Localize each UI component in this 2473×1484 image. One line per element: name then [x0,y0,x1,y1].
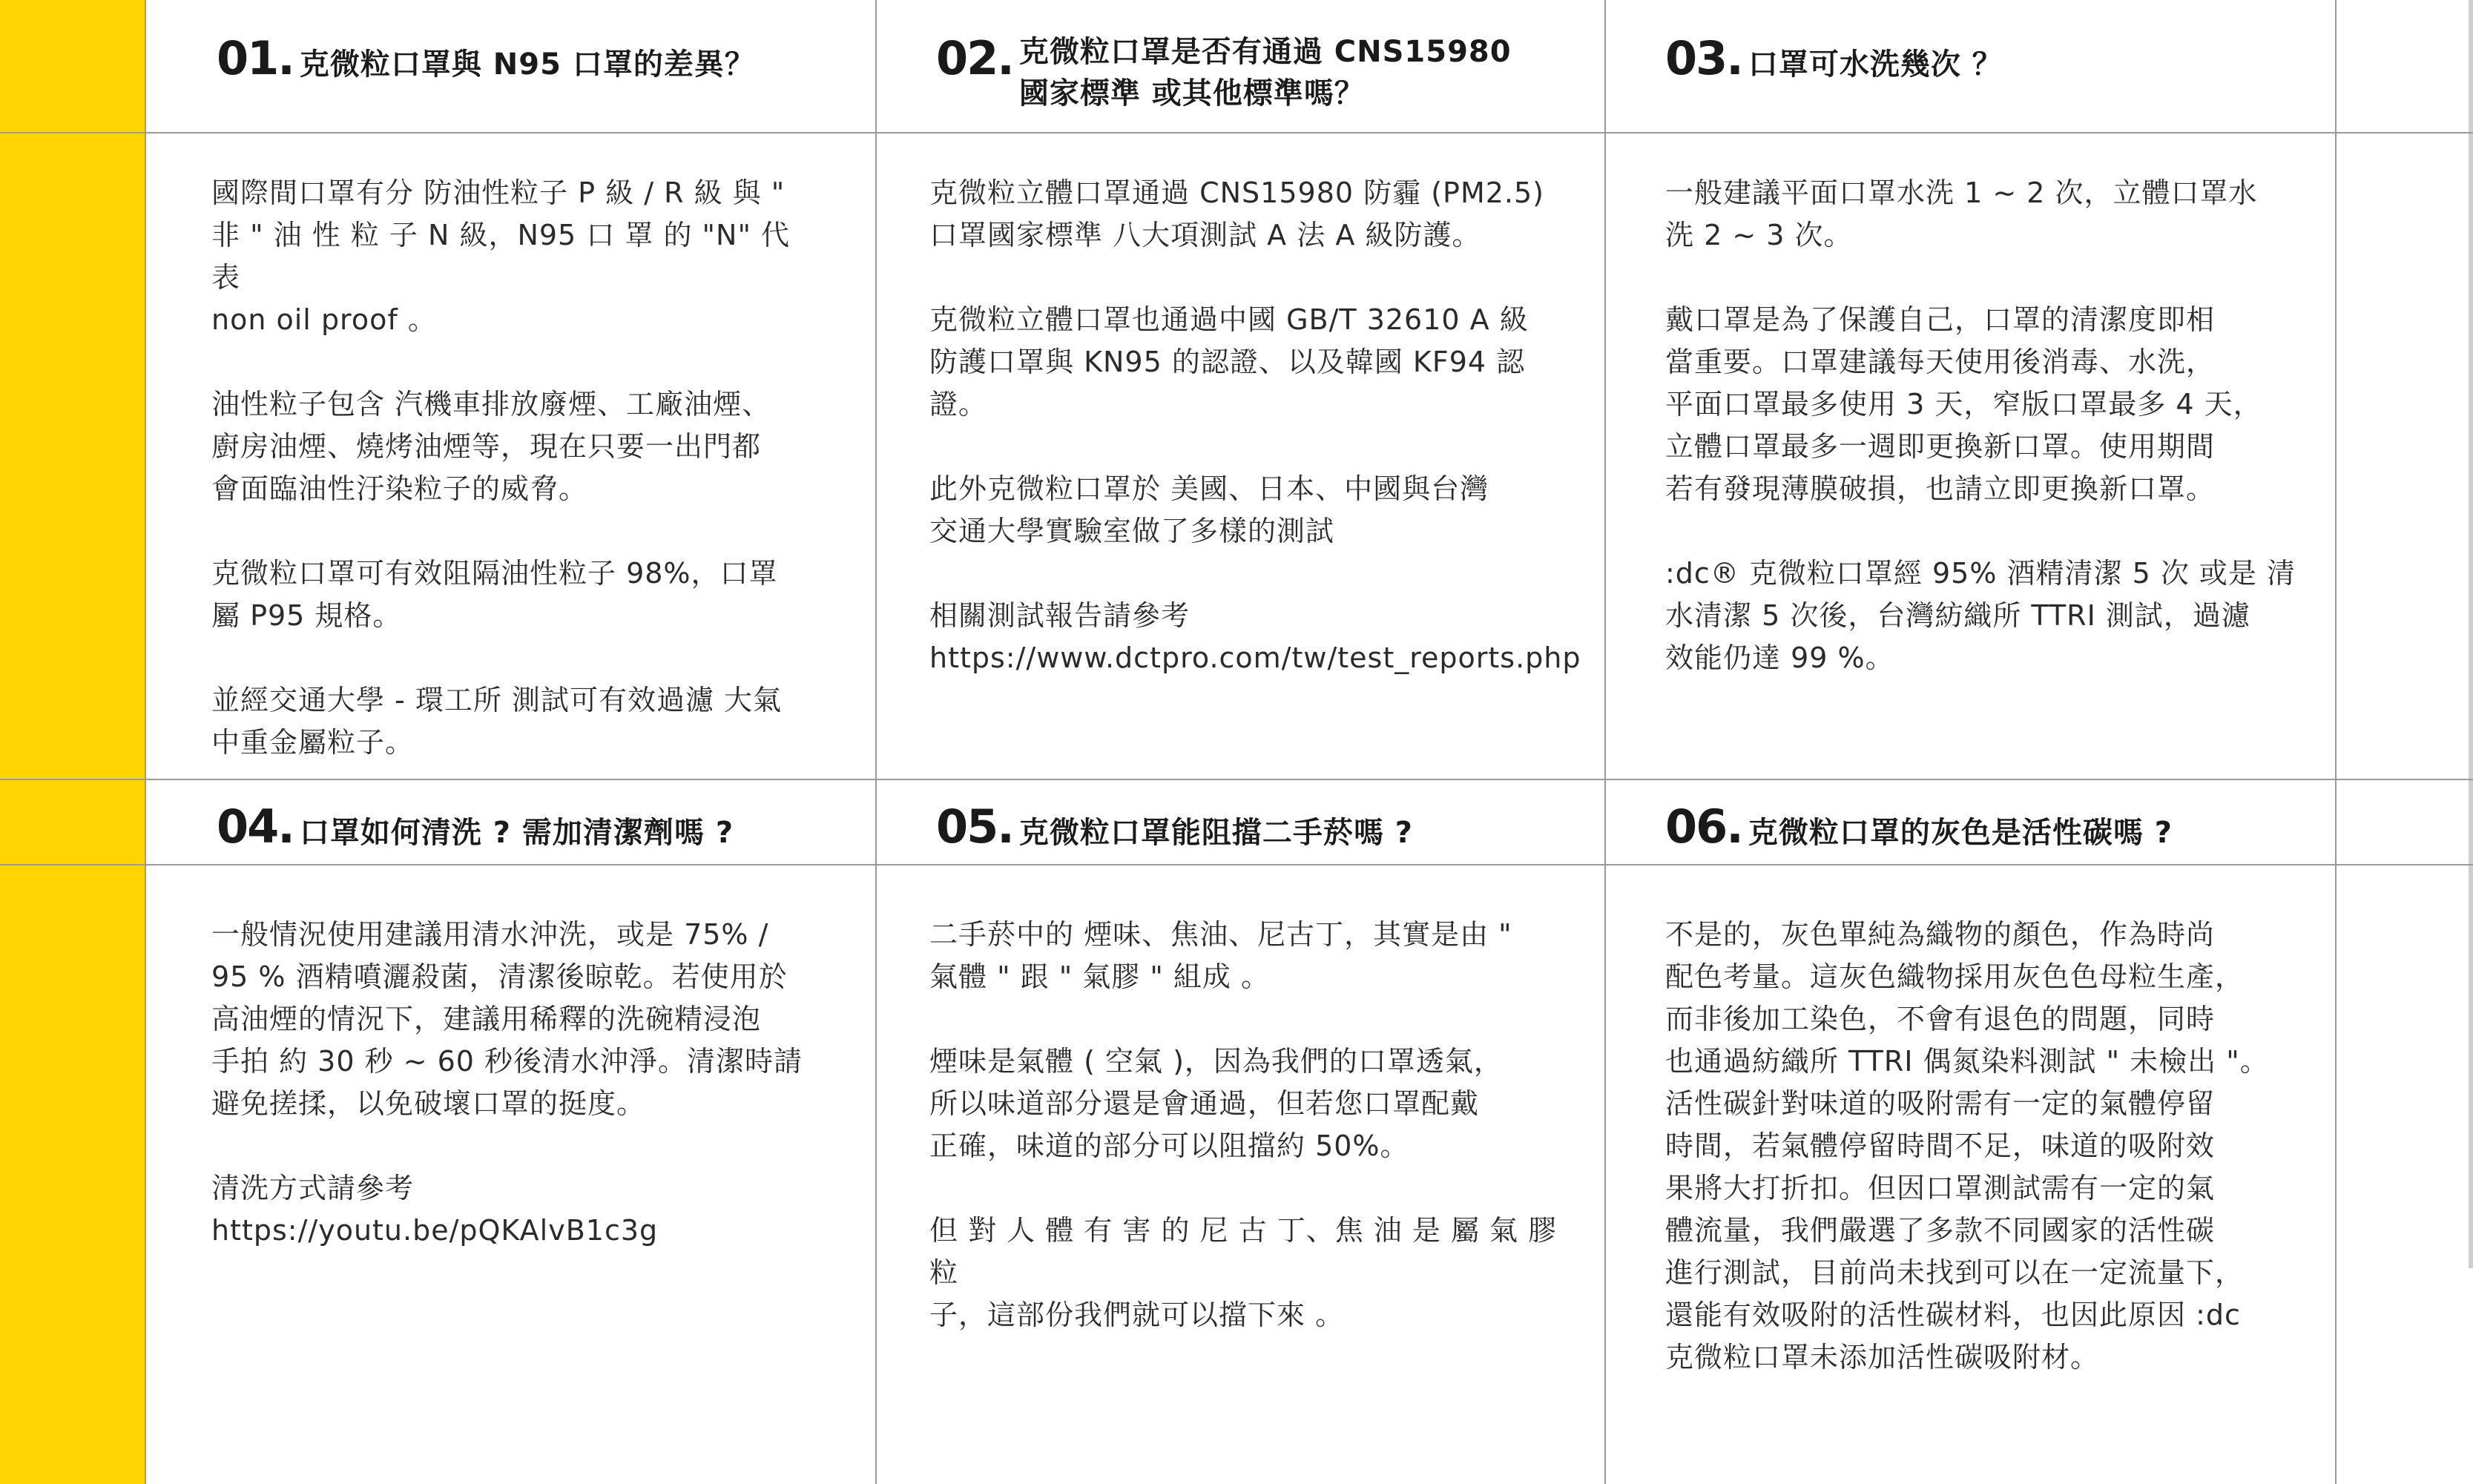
answer-paragraph: 國際間口罩有分 防油性粒子 P 級 / R 級 與 " 非 " 油 性 粒 子 N 級，N95 口 罩 的 "N" 代 表 non oil proof 。 [211,177,791,336]
faq-01-header [217,31,755,85]
answer-paragraph: 此外克微粒口罩於 美國、日本、中國與台灣 交通大學實驗室做了多樣的測試 [929,472,1489,547]
faq-06-header [1665,799,2173,854]
faq-title: 口罩可水洗幾次 ？ [1748,47,2003,82]
answer-paragraph: 並經交通大學 - 環工所 測試可有效過濾 大氣 中重金屬粒子。 [211,684,783,759]
row-divider [0,132,2473,133]
faq-number: 06. [1665,799,1742,854]
answer-paragraph: 一般建議平面口罩水洗 1 ~ 2 次，立體口罩水 洗 2 ~ 3 次。 [1665,177,2258,251]
answer-paragraph: 一般情況使用建議用清水沖洗，或是 75% / 95 % 酒精噴灑殺菌，清潔後晾乾。若使用於 高油煙的情況下，建議用稀釋的洗碗精浸泡 手拍 約 30 秒 ~ 60 秒後清水沖淨。清潔時請 避免搓揉，以免破壞口罩的挺度。 [211,918,803,1120]
column-divider [1604,0,1606,1484]
answer-link-paragraph: 相關測試報告請參考 https://www.dctpro.com/tw/test_reports.php [929,599,1581,674]
answer-paragraph: 克微粒立體口罩也通過中國 GB/T 32610 A 級 防護口罩與 KN95 的認證、以及韓國 KF94 認 證。 [929,303,1529,421]
faq-title: 口罩如何清洗 ? 需加清潔劑嗎 ? [299,816,734,850]
faq-title: 克微粒口罩與 N95 口罩的差異？ [299,47,755,82]
faq-number: 01. [217,31,294,85]
column-divider [145,0,146,1484]
faq-title: 克微粒口罩能阻擋二手菸嗎 ? [1018,816,1413,850]
answer-paragraph: 但 對 人 體 有 害 的 尼 古 丁、焦 油 是 屬 氣 膠 粒 子，這部份我們就可以擋下來 。 [929,1214,1558,1331]
row-divider [0,779,2473,780]
answer-paragraph: 油性粒子包含 汽機車排放廢煙、工廠油煙、 廚房油煙、燒烤油煙等，現在只要一出門都 會面臨油性汙染粒子的威脅。 [211,388,771,505]
faq-title: 克微粒口罩是否有通過 CNS15980 國家標準 或其他標準嗎？ [1018,35,1512,111]
answer-paragraph: 戴口罩是為了保護自己，口罩的清潔度即相 當重要。口罩建議每天使用後消毒、水洗， 平面口罩最多使用 3 天，窄版口罩最多 4 天， 立體口罩最多一週即更換新口罩。使用期間 若有發現薄膜破損，也請立即更換新口罩。 [1665,303,2262,505]
faq-number: 04. [217,799,294,854]
answer-paragraph: :dc® 克微粒口罩經 95% 酒精清潔 5 次 或是 清 水清潔 5 次後，台灣紡織所 TTRI 測試，過濾 效能仍達 99 %。 [1665,557,2296,674]
right-edge-strip [2469,0,2473,1268]
column-divider [875,0,877,1484]
answer-paragraph: 克微粒立體口罩通過 CNS15980 防霾 (PM2.5) 口罩國家標準 八大項測試 A 法 A 級防護。 [929,177,1544,251]
answer-paragraph: 不是的，灰色單純為織物的顏色，作為時尚 配色考量。這灰色織物採用灰色色母粒生產， 而非後加工染色，不會有退色的問題，同時 也通過紡織所 TTRI 偶氮染料測試 " 未檢出 "。 活性碳針對味道的吸附需有一定的氣體停留 時間，若氣體停留時間不足，味道的吸附效 果將大打折扣。但因口罩測試需有一定的氣 體流量，我們嚴選了多款不同國家的活性碳 進行測試，目前尚未找到可以在一定流量下， 還能有效吸附的活性碳材料，也因此原因 :dc 克微粒口罩未添加活性碳吸附材。 [1665,918,2269,1373]
faq-number: 02. [936,31,1013,85]
faq-01-answer [211,172,820,764]
faq-04-header [217,799,734,854]
yellow-accent-bar [0,0,145,1484]
answer-paragraph: 煙味是氣體 ( 空氣 )，因為我們的口罩透氣， 所以味道部分還是會通過，但若您口罩配戴 正確，味道的部分可以阻擋約 50%。 [929,1045,1503,1162]
faq-03-answer [1665,172,2303,679]
faq-04-answer [211,914,820,1252]
faq-05-header [936,799,1413,854]
answer-paragraph: 克微粒口罩可有效阻隔油性粒子 98%，口罩 屬 P95 規格。 [211,557,778,632]
faq-05-answer [929,914,1567,1336]
faq-02-answer [929,172,1581,679]
faq-number: 03. [1665,31,1742,85]
faq-number: 05. [936,799,1013,854]
answer-link-paragraph: 清洗方式請參考 https://youtu.be/pQKAlvB1c3g [211,1172,659,1247]
faq-02-header [936,31,1512,114]
faq-06-answer [1665,914,2303,1379]
faq-title: 克微粒口罩的灰色是活性碳嗎 ? [1748,816,2173,850]
column-divider [2335,0,2337,1484]
answer-paragraph: 二手菸中的 煙味、焦油、尼古丁，其實是由 " 氣體 " 跟 " 氣膠 " 組成 。 [929,918,1512,993]
row-divider [0,864,2473,865]
faq-03-header [1665,31,2003,85]
